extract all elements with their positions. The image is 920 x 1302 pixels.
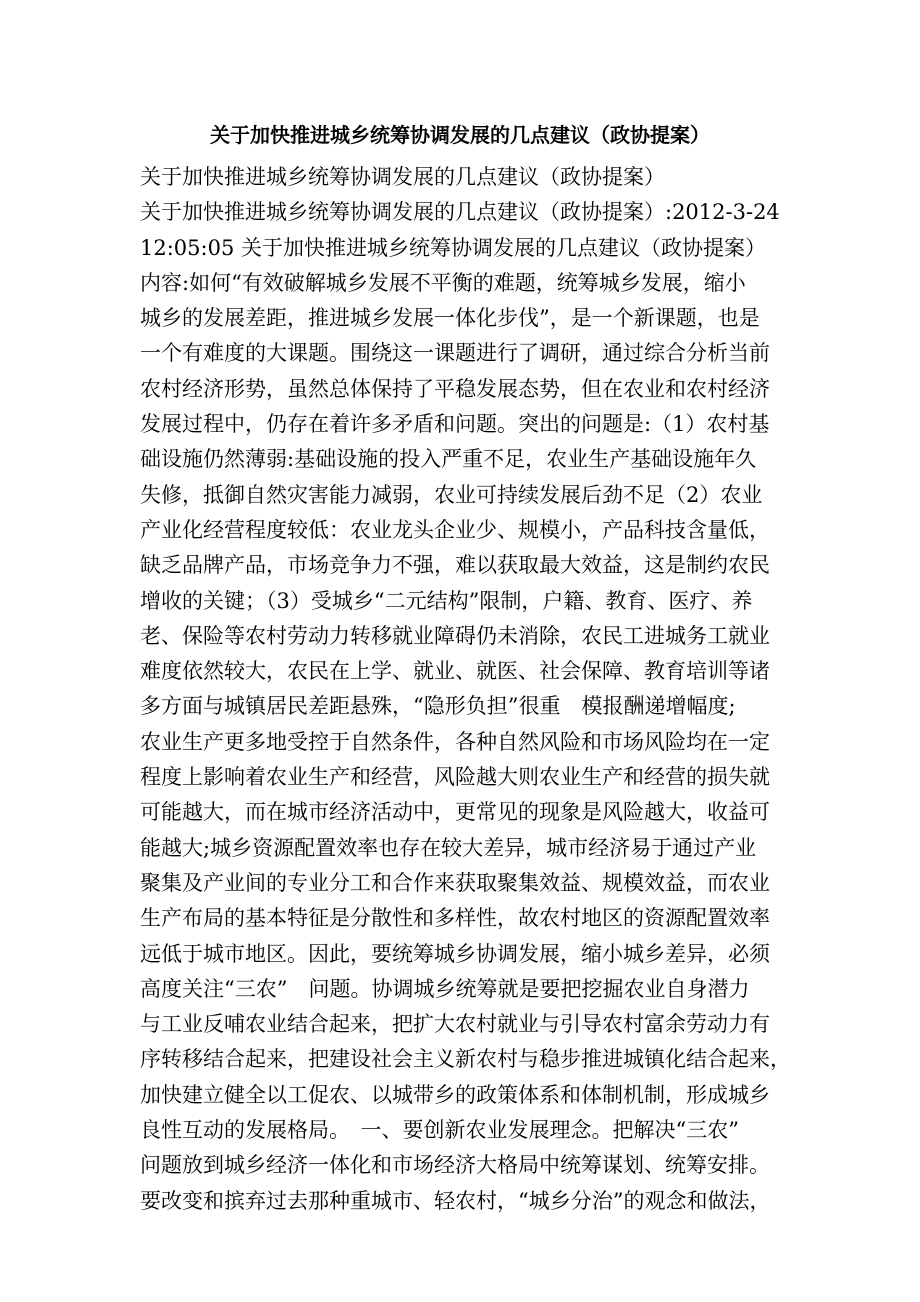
- body-text-line: 要改变和摈弃过去那种重城市、轻农村，“城乡分治”的观念和做法，: [140, 1188, 771, 1213]
- body-text-line: 与工业反哺农业结合起来，把扩大农村就业与引导农村富余劳动力有: [140, 1012, 770, 1037]
- body-text-line: 聚集及产业间的专业分工和合作来获取聚集效益、规模效益，而农业: [140, 870, 770, 895]
- body-text-line: 程度上影响着农业生产和经营，风险越大则农业生产和经营的损失就: [140, 765, 770, 790]
- body-text-line: 良性互动的发展格局。 一、要创新农业发展理念。把解决“三农”: [140, 1118, 739, 1143]
- body-text-line: 加快建立健全以工促农、以城带乡的政策体系和体制机制，形成城乡: [140, 1082, 770, 1107]
- body-text-line: 难度依然较大，农民在上学、就业、就医、社会保障、教育培训等诸: [140, 659, 770, 684]
- body-text-line: 一个有难度的大课题。围绕这一课题进行了调研，通过综合分析当前: [140, 341, 770, 366]
- body-text-line: 高度关注“三农” 问题。协调城乡统筹就是要把挖掘农业自身潜力: [140, 976, 750, 1001]
- body-text-line: 序转移结合起来，把建设社会主义新农村与稳步推进城镇化结合起来，: [140, 1047, 791, 1072]
- body-text-line: 内容:如何“有效破解城乡发展不平衡的难题，统筹城乡发展，缩小: [140, 270, 746, 295]
- body-text-line: 产业化经营程度较低：农业龙头企业少、规模小，产品科技含量低，: [140, 517, 770, 542]
- body-text-line: 生产布局的基本特征是分散性和多样性，故农村地区的资源配置效率: [140, 906, 770, 931]
- body-text-line: 缺乏品牌产品，市场竞争力不强，难以获取最大效益，这是制约农民: [140, 553, 770, 578]
- body-text-line: 多方面与城镇居民差距悬殊，“隐形负担”很重 模报酬递增幅度;: [140, 694, 736, 719]
- body-text-line: 老、保险等农村劳动力转移就业障碍仍未消除，农民工进城务工就业: [140, 623, 770, 648]
- body-text-line: 础设施仍然薄弱:基础设施的投入严重不足，农业生产基础设施年久: [140, 447, 757, 472]
- body-text-line: 农村经济形势，虽然总体保持了平稳发展态势，但在农业和农村经济: [140, 376, 770, 401]
- body-text-line: 远低于城市地区。因此，要统筹城乡协调发展，缩小城乡差异，必须: [140, 941, 770, 966]
- body-text-line: 发展过程中，仍存在着许多矛盾和问题。突出的问题是:（1）农村基: [140, 412, 770, 437]
- document-body: [140, 160, 800, 1219]
- body-text-line: 失修，抵御自然灾害能力减弱，农业可持续发展后劲不足（2）农业: [140, 482, 763, 507]
- document-title: 关于加快推进城乡统筹协调发展的几点建议（政协提案）: [210, 123, 710, 147]
- body-text-line: 12:05:05 关于加快推进城乡统筹协调发展的几点建议（政协提案）: [140, 235, 766, 260]
- body-text-line: 关于加快推进城乡统筹协调发展的几点建议（政协提案）:2012-3-24: [140, 200, 780, 225]
- body-text-line: 农业生产更多地受控于自然条件，各种自然风险和市场风险均在一定: [140, 729, 770, 754]
- body-text-line: 增收的关键；（3）受城乡“二元结构”限制，户籍、教育、医疗、养: [140, 588, 753, 613]
- body-text-line: 关于加快推进城乡统筹协调发展的几点建议（政协提案）: [140, 165, 665, 189]
- body-text-line: 城乡的发展差距，推进城乡发展一体化步伐”，是一个新课题，也是: [140, 306, 760, 331]
- body-text-line: 可能越大，而在城市经济活动中，更常见的现象是风险越大，收益可: [140, 800, 770, 825]
- body-text-line: 能越大;城乡资源配置效率也存在较大差异，城市经济易于通过产业: [140, 835, 757, 860]
- body-text-line: 问题放到城乡经济一体化和市场经济大格局中统筹谋划、统筹安排。: [140, 1153, 770, 1178]
